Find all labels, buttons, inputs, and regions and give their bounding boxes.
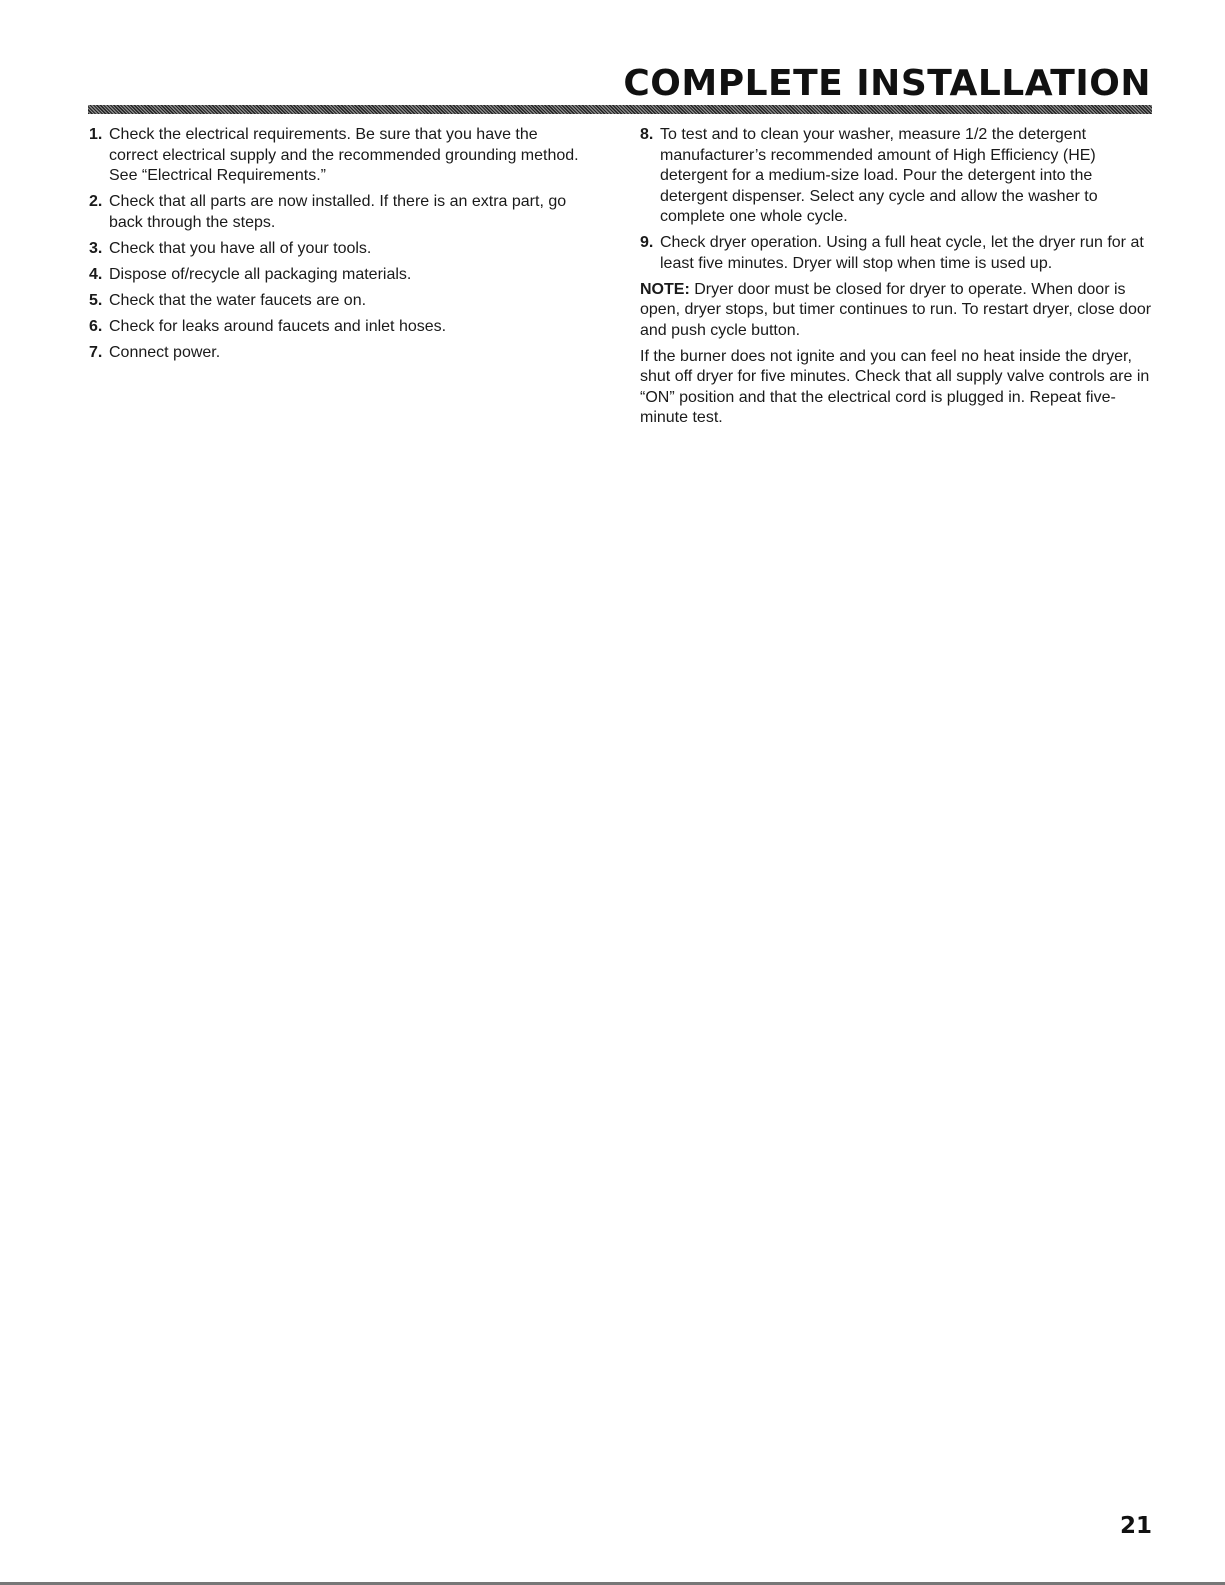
step-item bbox=[640, 125, 1152, 228]
step-text: Check that all parts are now installed. If there is an extra part, go back through the steps. bbox=[109, 193, 567, 231]
step-item bbox=[89, 343, 589, 364]
step-text: Check dryer operation. Using a full heat cycle, let the dryer run for at least five minutes. Dryer will stop when time is used up. bbox=[660, 234, 1144, 272]
step-item bbox=[89, 317, 589, 338]
step-number: 1. bbox=[89, 126, 103, 143]
step-text: Check for leaks around faucets and inlet hoses. bbox=[109, 317, 447, 335]
title-rule bbox=[88, 105, 1152, 114]
step-number: 8. bbox=[640, 126, 654, 143]
step-number: 5. bbox=[89, 291, 103, 309]
closing-paragraph: If the burner does not ignite and you can feel no heat inside the dryer, shut off dryer for five minutes. Check that all supply valve controls are in “ON” position and that the electrical cord is plugged in. Repeat five-minute test. bbox=[640, 347, 1150, 426]
step-item bbox=[89, 239, 589, 260]
step-text: Check the electrical requirements. Be sure that you have the correct electrical supply and the recommended grounding method. See “Electrical Requirements.” bbox=[109, 126, 579, 184]
note-label: NOTE: bbox=[640, 280, 690, 298]
left-column bbox=[89, 125, 589, 369]
right-column bbox=[640, 125, 1152, 434]
step-number: 7. bbox=[89, 343, 103, 361]
step-list-right bbox=[640, 125, 1152, 274]
step-number: 6. bbox=[89, 317, 103, 335]
step-number: 2. bbox=[89, 193, 103, 210]
step-text: To test and to clean your washer, measure 1/2 the detergent manufacturer’s recommended amount of High Efficiency (HE) detergent for a medium-size load. Pour the detergent into the detergent dispenser. Select any cycle and allow the washer to complete one whole cycle. bbox=[660, 126, 1098, 225]
page-title: COMPLETE INSTALLATION bbox=[623, 63, 1151, 104]
note-paragraph bbox=[640, 280, 1152, 342]
step-item bbox=[89, 192, 589, 233]
note-text: Dryer door must be closed for dryer to operate. When door is open, dryer stops, but timer continues to run. To restart dryer, close door and push cycle button. bbox=[640, 280, 1152, 339]
step-item bbox=[89, 125, 589, 187]
step-item bbox=[89, 265, 589, 286]
page-number: 21 bbox=[1119, 1513, 1152, 1539]
step-text: Check that the water faucets are on. bbox=[109, 291, 367, 309]
step-text: Dispose of/recycle all packaging materials. bbox=[109, 265, 412, 283]
step-item bbox=[640, 233, 1152, 274]
step-text: Check that you have all of your tools. bbox=[109, 239, 372, 257]
step-item bbox=[89, 291, 589, 312]
step-list-left bbox=[89, 125, 589, 363]
step-text: Connect power. bbox=[109, 343, 221, 361]
step-number: 9. bbox=[640, 234, 654, 251]
step-number: 4. bbox=[89, 265, 103, 283]
step-number: 3. bbox=[89, 239, 103, 257]
